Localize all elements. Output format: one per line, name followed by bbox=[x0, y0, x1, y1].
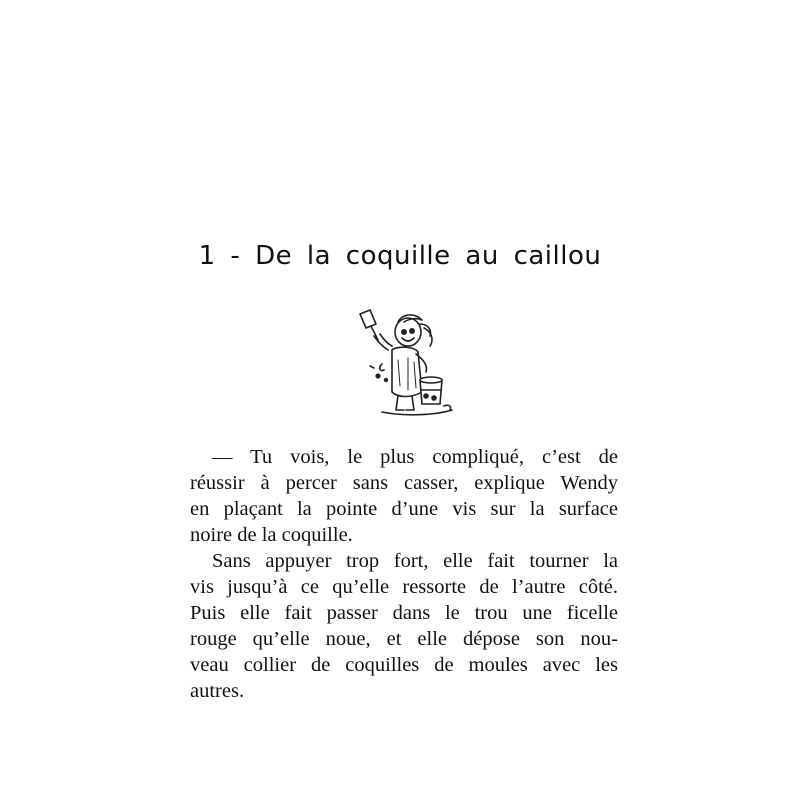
body-text bbox=[190, 444, 618, 704]
text-line: autres. bbox=[190, 680, 245, 702]
text-line: — Tu vois, le plus compliqué, c’est de bbox=[212, 446, 618, 468]
text-line: noire de la coquille. bbox=[190, 524, 353, 546]
chapter-title: 1 - De la coquille au caillou bbox=[198, 241, 602, 271]
text-line: en plaçant la pointe d’une vis sur la surface bbox=[190, 498, 618, 520]
text-line: veau collier de coquilles de moules avec les bbox=[190, 654, 618, 676]
text-line: rouge qu’elle noue, et elle dépose son nou- bbox=[190, 628, 618, 650]
paragraph bbox=[190, 548, 618, 704]
text-line: Puis elle fait passer dans le trou une ficelle bbox=[190, 602, 618, 624]
text-line: réussir à percer sans casser, explique Wendy bbox=[190, 472, 618, 494]
text-line: vis jusqu’à ce qu’elle ressorte de l’autre côté. bbox=[190, 576, 618, 598]
girl-with-screwdriver-icon bbox=[352, 306, 462, 418]
paragraph bbox=[190, 444, 618, 548]
text-line: Sans appuyer trop fort, elle fait tourner la bbox=[212, 550, 618, 572]
